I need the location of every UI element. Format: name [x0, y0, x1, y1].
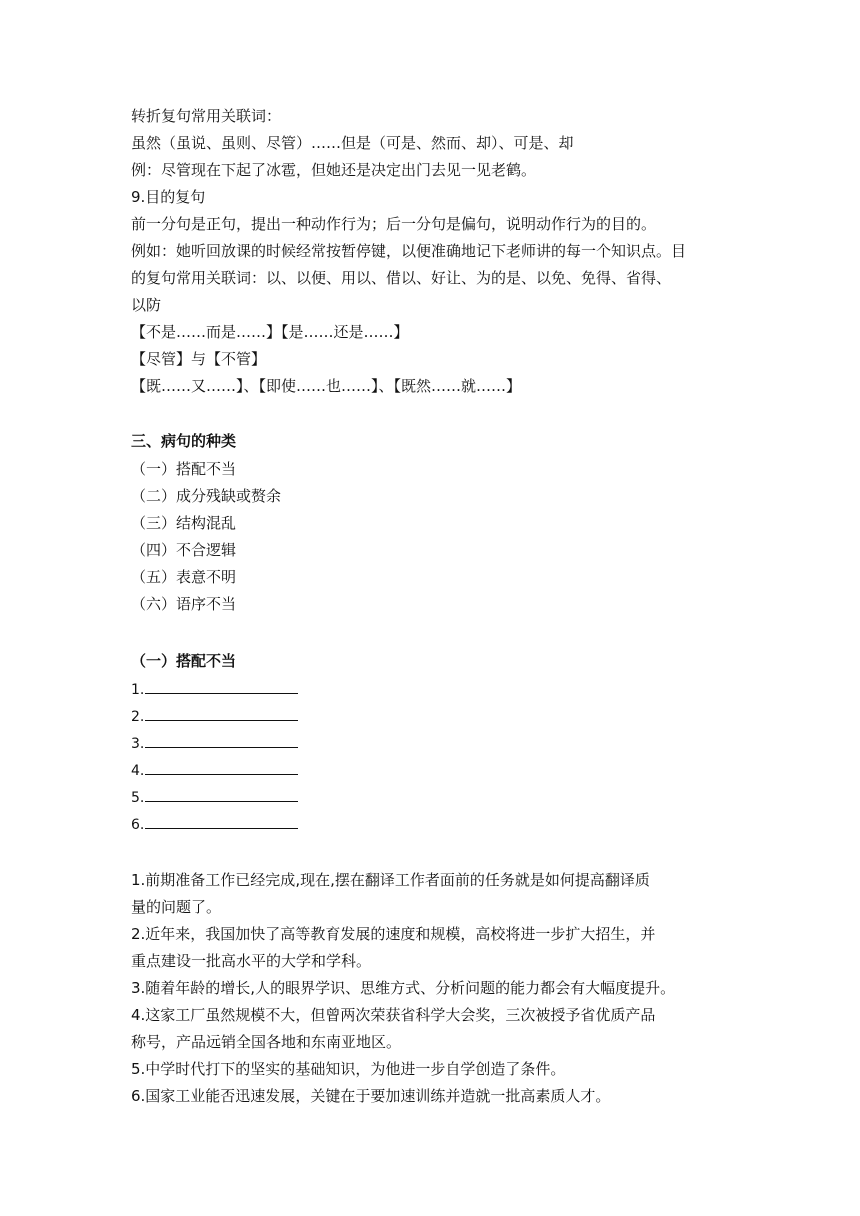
- blank-underline[interactable]: [145, 787, 298, 802]
- blank-number: 2.: [131, 709, 145, 725]
- conjunction-heading: 转折复句常用关联词：: [131, 107, 282, 125]
- error-type-1: （一）搭配不当: [131, 460, 237, 478]
- blank-line-5[interactable]: [131, 787, 298, 808]
- blank-number: 4.: [131, 763, 145, 779]
- exercise-1-line-1: 1.前期准备工作已经完成,现在,摆在翻译工作者面前的任务就是如何提高翻译质: [131, 871, 650, 889]
- purpose-conjunctions: 的复句常用关联词：以、以便、用以、借以、好让、为的是、以免、免得、省得、: [131, 269, 672, 287]
- purpose-conjunctions-cont: 以防: [131, 296, 162, 314]
- blank-underline[interactable]: [145, 814, 298, 829]
- section-3-heading: 三、病句的种类: [131, 432, 237, 450]
- blank-number: 5.: [131, 790, 145, 806]
- blank-line-1[interactable]: [131, 679, 298, 700]
- blank-underline[interactable]: [145, 706, 298, 721]
- error-type-5: （五）表意不明: [131, 568, 237, 586]
- blank-line-4[interactable]: [131, 760, 298, 781]
- purpose-heading: 9.目的复句: [131, 188, 206, 206]
- exercise-5-line-1: 5.中学时代打下的坚实的基础知识，为他进一步自学创造了条件。: [131, 1060, 566, 1078]
- blank-line-2[interactable]: [131, 706, 298, 727]
- blank-underline[interactable]: [145, 679, 298, 694]
- purpose-definition: 前一分句是正句，提出一种动作行为；后一分句是偏句，说明动作行为的目的。: [131, 215, 657, 233]
- exercise-2-line-1: 2.近年来，我国加快了高等教育发展的速度和规模，高校将进一步扩大招生，并: [131, 925, 656, 943]
- pair-line-1: 【不是……而是……】【是……还是……】: [131, 323, 409, 341]
- blank-line-3[interactable]: [131, 733, 298, 754]
- blank-underline[interactable]: [145, 733, 298, 748]
- error-type-4: （四）不合逻辑: [131, 541, 237, 559]
- exercise-4-line-2: 称号，产品远销全国各地和东南亚地区。: [131, 1033, 402, 1051]
- exercise-1-line-2: 量的问题了。: [131, 898, 222, 916]
- error-type-2: （二）成分残缺或赘余: [131, 487, 282, 505]
- purpose-example: 例如：她听回放课的时候经常按暂停键，以便准确地记下老师讲的每一个知识点。目: [131, 242, 687, 260]
- exercise-3-line-1: 3.随着年龄的增长,人的眼界学识、思维方式、分析问题的能力都会有大幅度提升。: [131, 979, 676, 997]
- conjunction-list: 虽然（虽说、虽则、尽管）……但是（可是、然而、却）、可是、却: [131, 134, 574, 152]
- exercise-6-line-1: 6.国家工业能否迅速发展，关键在于要加速训练并造就一批高素质人才。: [131, 1087, 611, 1105]
- pair-line-2: 【尽管】与【不管】: [131, 350, 267, 368]
- subsection-heading: （一）搭配不当: [131, 652, 237, 670]
- error-type-6: （六）语序不当: [131, 595, 237, 613]
- blank-underline[interactable]: [145, 760, 298, 775]
- exercise-4-line-1: 4.这家工厂虽然规模不大，但曾两次荣获省科学大会奖，三次被授予省优质产品: [131, 1006, 656, 1024]
- blank-line-6[interactable]: [131, 814, 298, 835]
- blank-number: 1.: [131, 682, 145, 698]
- blank-number: 3.: [131, 736, 145, 752]
- blank-number: 6.: [131, 817, 145, 833]
- pair-line-3: 【既……又……】、【即使……也……】、【既然……就……】: [131, 377, 522, 395]
- error-type-3: （三）结构混乱: [131, 514, 237, 532]
- exercise-2-line-2: 重点建设一批高水平的大学和学科。: [131, 952, 372, 970]
- conjunction-example: 例：尽管现在下起了冰雹，但她还是决定出门去见一见老鹤。: [131, 161, 537, 179]
